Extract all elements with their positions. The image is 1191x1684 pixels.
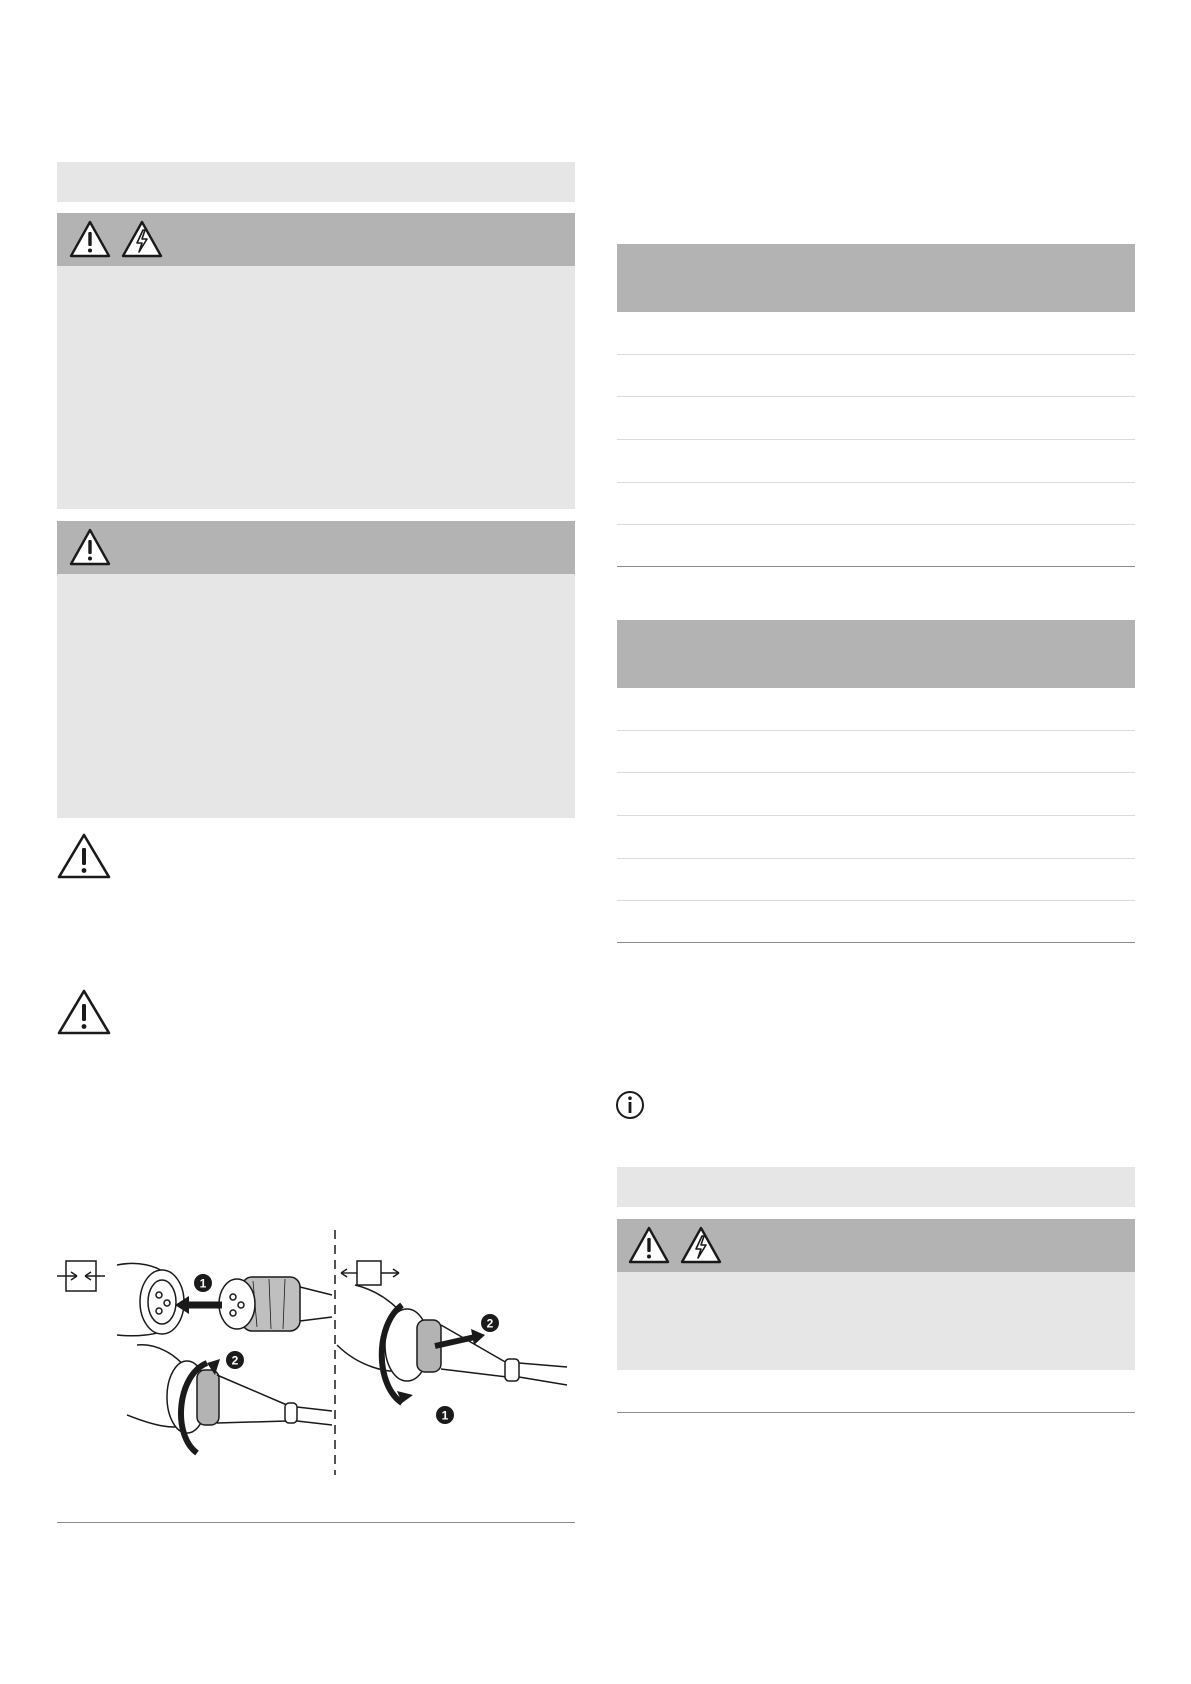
right-section-end-rule (617, 1412, 1135, 1413)
warning-box-3-header (617, 1219, 1135, 1272)
left-section-end-rule (57, 1522, 575, 1523)
caution-triangle-icon (56, 988, 112, 1036)
table-2-row-divider (617, 815, 1135, 816)
step-2-label: 2 (231, 1353, 239, 1368)
table-1-header (617, 244, 1135, 312)
table-2-row-divider (617, 900, 1135, 901)
connector-figure (57, 1225, 575, 1475)
warning-box-1-header (57, 213, 575, 266)
table-1-row-divider (617, 439, 1135, 440)
table-2-row-divider (617, 772, 1135, 773)
table-1-row-divider (617, 354, 1135, 355)
info-circle-icon (615, 1090, 645, 1120)
table-1-row-divider (617, 396, 1135, 397)
warning-triangle-icon (68, 527, 112, 567)
table-2-header (617, 620, 1135, 688)
table-1-row-divider (617, 524, 1135, 525)
step-1-label: 1 (199, 1276, 207, 1291)
table-1-bottom-rule (617, 566, 1135, 567)
high-voltage-icon (679, 1225, 723, 1265)
warning-box-2-body (57, 574, 575, 818)
table-2-row-divider (617, 730, 1135, 731)
warning-box-2-header (57, 521, 575, 574)
warning-triangle-icon (68, 219, 112, 259)
table-2-row-divider (617, 858, 1135, 859)
right-section-title-bar (617, 1167, 1135, 1207)
table-1-row-divider (617, 482, 1135, 483)
warning-box-1-body (57, 266, 575, 509)
left-section-title-bar (57, 162, 575, 202)
connect-arrows-icon (57, 1261, 105, 1291)
step-1-label: 1 (441, 1408, 449, 1423)
disconnect-arrows-icon (341, 1261, 399, 1285)
warning-triangle-icon (627, 1225, 671, 1265)
table-2-bottom-rule (617, 942, 1135, 943)
step-2-label: 2 (486, 1316, 494, 1331)
high-voltage-icon (120, 219, 164, 259)
caution-triangle-icon (56, 832, 112, 880)
warning-box-3-body (617, 1272, 1135, 1370)
